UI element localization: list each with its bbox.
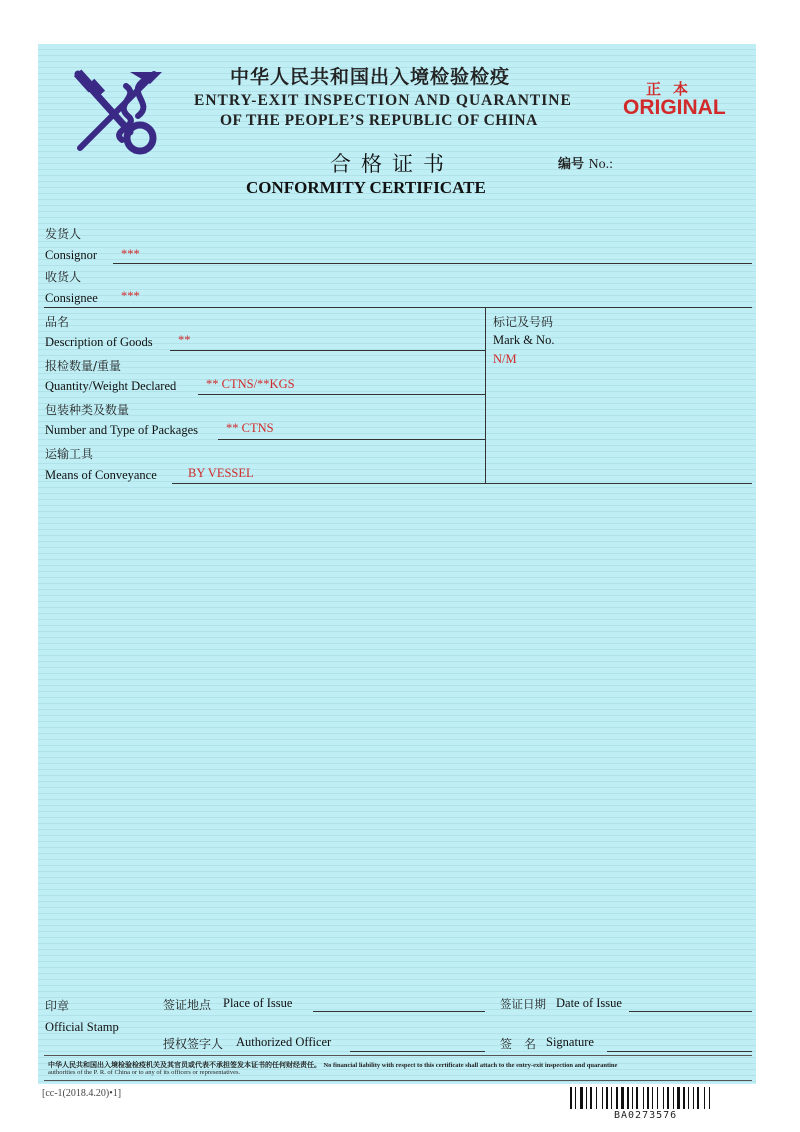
barcode-bar: [677, 1087, 680, 1109]
packages-value: ** CTNS: [226, 421, 274, 435]
barcode-bar: [632, 1087, 633, 1109]
barcode-bar: [652, 1087, 653, 1109]
barcode-bar: [636, 1087, 638, 1109]
certificate-sheet: [38, 44, 756, 1084]
consignee-value: ***: [121, 289, 140, 303]
certificate-title-zh: 合格证书: [330, 152, 454, 176]
signature-label-en: Signature: [546, 1035, 594, 1049]
marks-column-divider: [485, 307, 486, 484]
original-mark-zh: 正本: [646, 80, 701, 98]
consignor-underline: [113, 263, 752, 264]
number-label-en: No.:: [588, 157, 614, 172]
certificate-title-en: CONFORMITY CERTIFICATE: [246, 178, 486, 197]
stamp-label-en: Official Stamp: [45, 1020, 119, 1034]
date-label-zh: 签证日期: [500, 997, 546, 1011]
conveyance-value: BY VESSEL: [188, 466, 254, 480]
signature-line: [607, 1051, 752, 1052]
barcode-bar: [606, 1087, 608, 1109]
disclaimer-en-2: authorities of the P. R. of China or to any of its officers or representatives.: [48, 1069, 241, 1076]
barcode-bar: [697, 1087, 699, 1109]
barcode-bar: [590, 1087, 592, 1109]
quantity-label-zh: 报检数量/重量: [45, 359, 122, 373]
consignee-underline: [44, 307, 752, 308]
conveyance-label-en: Means of Conveyance: [45, 468, 157, 482]
consignee-label-en: Consignee: [45, 291, 98, 305]
barcode-bar: [586, 1087, 587, 1109]
number-label-zh: 编号: [558, 157, 585, 172]
barcode-bar: [596, 1087, 597, 1109]
form-code: [cc-1(2018.4.20)•1]: [42, 1088, 122, 1099]
barcode-bar: [627, 1087, 629, 1109]
barcode-bar: [570, 1087, 572, 1109]
barcode-bar: [647, 1087, 649, 1109]
quantity-underline: [198, 394, 485, 395]
original-mark-en: ORIGINAL: [623, 96, 726, 119]
barcode-bar: [709, 1087, 710, 1109]
footer-rule-bottom: [44, 1080, 752, 1081]
packages-underline: [218, 439, 485, 440]
goods-label-zh: 品名: [45, 315, 70, 329]
barcode-bar: [657, 1087, 658, 1109]
barcode-bar: [621, 1087, 624, 1109]
officer-label-en: Authorized Officer: [236, 1035, 332, 1049]
date-label-en: Date of Issue: [556, 996, 622, 1010]
barcode-bar: [693, 1087, 694, 1109]
consignor-value: ***: [121, 247, 140, 261]
signature-label-zh: 签 名: [500, 1037, 537, 1051]
barcode: [570, 1087, 756, 1109]
place-of-issue-line: [313, 1011, 485, 1012]
goods-value: **: [178, 333, 191, 347]
authority-title-en-line1: ENTRY-EXIT INSPECTION AND QUARANTINE: [194, 92, 572, 109]
consignee-label-zh: 收货人: [45, 270, 82, 284]
consignor-label-en: Consignor: [45, 248, 98, 262]
goods-underline: [170, 350, 485, 351]
stamp-label-zh: 印章: [45, 999, 70, 1013]
marks-value: N/M: [493, 352, 517, 366]
barcode-bar: [673, 1087, 674, 1109]
packages-label-zh: 包装种类及数量: [45, 403, 130, 417]
authority-title-zh: 中华人民共和国出入境检验检疫: [230, 66, 511, 88]
packages-label-en: Number and Type of Packages: [45, 423, 199, 437]
marks-label-zh: 标记及号码: [493, 315, 554, 329]
marks-label-en: Mark & No.: [493, 333, 555, 347]
disclaimer-en-1: No financial liability with respect to this certificate shall attach to the entry-exit inspection and quarantine: [323, 1062, 618, 1069]
consignor-label-zh: 发货人: [45, 227, 82, 241]
goods-label-en: Description of Goods: [45, 335, 153, 349]
barcode-bar: [643, 1087, 644, 1109]
conveyance-underline: [172, 483, 752, 484]
ciq-emblem-icon: [70, 66, 166, 156]
disclaimer-zh: 中华人民共和国出入境检验检疫机关及其官员或代表不承担签发本证书的任何财经责任。: [48, 1061, 321, 1069]
conveyance-label-zh: 运输工具: [45, 447, 94, 461]
authority-title-en-line2: OF THE PEOPLE’S REPUBLIC OF CHINA: [220, 112, 538, 129]
barcode-bar: [688, 1087, 689, 1109]
barcode-bar: [616, 1087, 618, 1109]
barcode-bar: [683, 1087, 685, 1109]
place-label-en: Place of Issue: [223, 996, 293, 1010]
serial-number: BA0273576: [614, 1110, 678, 1121]
barcode-bar: [663, 1087, 664, 1109]
barcode-bar: [704, 1087, 705, 1109]
quantity-value: ** CTNS/**KGS: [206, 377, 295, 391]
place-label-zh: 签证地点: [163, 998, 212, 1012]
certificate-number-label: [558, 153, 613, 173]
date-of-issue-line: [629, 1011, 752, 1012]
officer-label-zh: 授权签字人: [163, 1037, 224, 1051]
barcode-bar: [580, 1087, 583, 1109]
barcode-bar: [611, 1087, 612, 1109]
barcode-bar: [667, 1087, 669, 1109]
quantity-label-en: Quantity/Weight Declared: [45, 379, 177, 393]
officer-line: [350, 1051, 485, 1052]
barcode-bar: [575, 1087, 576, 1109]
footer-rule-top: [44, 1055, 752, 1056]
barcode-bar: [602, 1087, 603, 1109]
